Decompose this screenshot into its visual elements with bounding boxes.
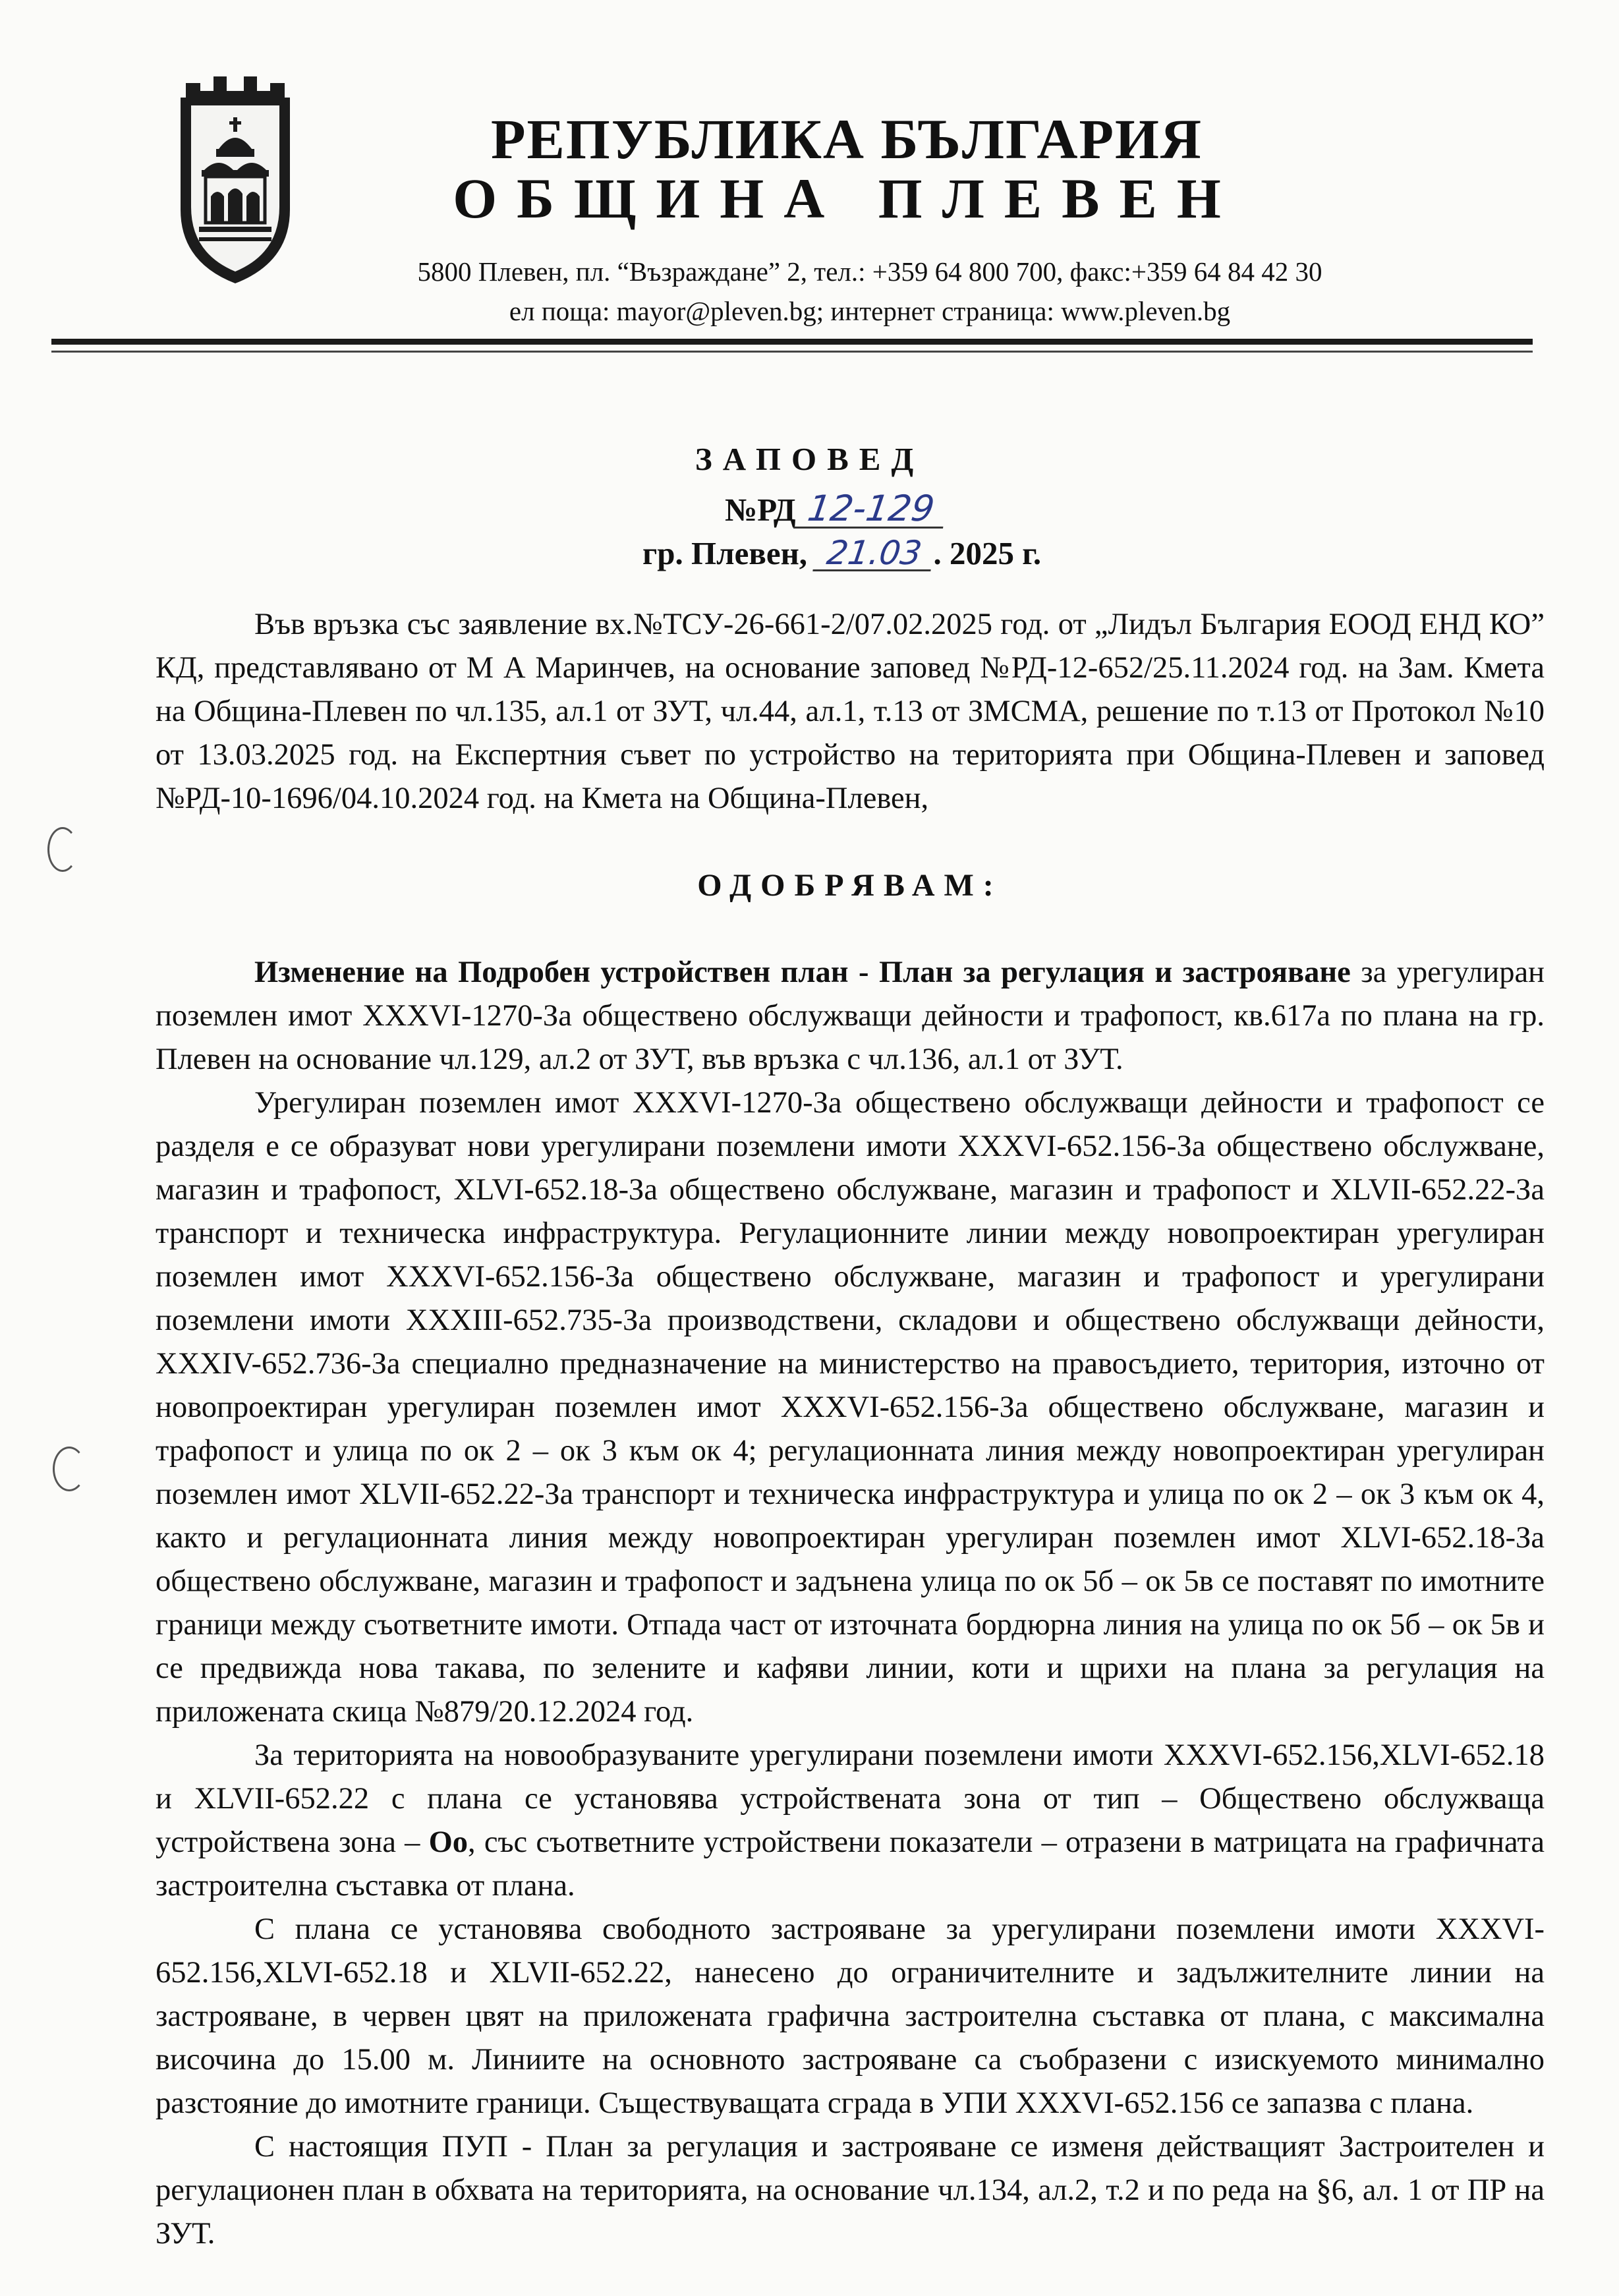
- punch-hole-mark-icon: [47, 827, 78, 872]
- handwritten-order-date: 21.03: [813, 536, 936, 571]
- contact-address-line: 5800 Плевен, пл. “Възраждане” 2, тел.: +359 64 800 700, факс:+359 64 84 42 30: [417, 256, 1322, 287]
- header-divider-thick: [51, 339, 1533, 345]
- order-title: ЗАПОВЕД: [695, 441, 924, 477]
- approve-heading: ОДОБРЯВАМ:: [697, 868, 1003, 903]
- order-year: . 2025 г.: [933, 535, 1042, 571]
- header-divider-thin: [51, 351, 1533, 353]
- decision-paragraph-1-text: за урегулиран поземлен имот XXXVI-1270-За обществено обслужващи дейности и трафопост, кв.617а по плана на гр. Плевен на основание чл.129, ал.2 от ЗУТ, във връзка с чл.136, ал.1 от ЗУТ.: [156, 956, 1545, 1076]
- order-body: [156, 603, 1545, 2256]
- order-number-row: [725, 488, 1120, 529]
- decision-paragraph-4: С плана се установява свободното застрояване за урегулирани поземлени имоти XXXVI-652.156,XLVI-652.18 и XLVII-652.22, нанесено до ограничителните и задължителните линии на застрояване, в червен цвят на приложената графична застроителна съставка от плана, с максимална височина до 15.00 м. Линиите на основното застрояване са съобразени с изискуемото минимално разстояние до имотните граници. Съществуващата сграда в УПИ XXXVI-652.156 се запазва с плана.: [156, 1912, 1545, 2120]
- zone-code: Оо: [428, 1825, 469, 1859]
- decision-paragraph-5: С настоящия ПУП - План за регулация и застрояване се изменя действащият Застроителен и регулационен план в обхвата на територията, на основание чл.134, ал.2, т.2 и по реда на §6, ал. 1 от ПР на ЗУТ.: [156, 2130, 1545, 2251]
- decision-paragraph-1: [156, 951, 1545, 1081]
- decision-paragraph-3-text-b: , със съответните устройствени показатели – отразени в матрицата на графичната застроителна съставка от плана.: [156, 1825, 1545, 1903]
- decision-paragraph-3: [156, 1734, 1545, 1908]
- preamble-paragraph: Във връзка със заявление вх.№ТСУ-26-661-2/07.02.2025 год. от „Лидъл България ЕООД ЕНД КО” КД, представлявано от М А Маринчев, на основание заповед №РД-12-652/25.11.2024 год. на Зам. Кмета на Община-Плевен по чл.135, ал.1 от ЗУТ, чл.44, ал.1, т.13 от ЗМСМА, решение по т.13 от Протокол №10 от 13.03.2025 год. на Експертния съвет по устройство на територията при Община-Плевен и заповед №РД-10-1696/04.10.2024 год. на Кмета на Община-Плевен,: [156, 608, 1545, 815]
- decision-paragraph-2: Урегулиран поземлен имот XXXVI-1270-За обществено обслужващи дейности и трафопост се разделя е се образуват нови урегулирани поземлени имоти XXXVI-652.156-За обществено обслужване, магазин и трафопост, XLVI-652.18-За обществено обслужване, магазин и трафопост и XLVII-652.22-За транспорт и техническа инфраструктура. Регулационните линии между новопроектиран урегулиран поземлен имот XXXVI-652.156-За обществено обслужване, магазин и трафопост и урегулирани поземлени имоти XXXIII-652.735-За производствени, складови и обществено обслужващи дейности, XXXIV-652.736-За специално предназначение на министерство на правосъдието, територия, източно от новопроектиран урегулиран поземлен имот XXXVI-652.156-За обществено обслужване, магазин и трафопост и улица по ок 2 – ок 3 към ок 4; регулационната линия между новопроектиран урегулиран поземлен имот XLVII-652.22-За транспорт и техническа инфраструктура и улица по ок 2 – ок 3 към ок 4, както и регулационната линия между новопроектиран урегулиран поземлен имот XLVI-652.18-За обществено обслужване, магазин и трафопост и задънена улица по ок 5б – ок 5в се поставят по имотните граници между съответните имоти. Отпада част от източната бордюрна линия на улица по ок 5б – ок 5в и се предвижда нова такава, по зелените и кафяви линии, коти и щрихи на плана за регулация на приложената скица №879/20.12.2024 год.: [156, 1086, 1545, 1729]
- punch-hole-mark-icon: [53, 1447, 86, 1491]
- country-name: РЕПУБЛИКА БЪЛГАРИЯ: [490, 107, 1203, 171]
- handwritten-order-number: 12-129: [793, 491, 948, 529]
- decision-paragraph-3-text-a: За територията на новообразуваните урегулирани поземлени имоти XXXVI-652.156,XLVI-652.18 и XLVII-652.22 с плана се установява устройствената зона от тип – Обществено обслужваща устройствена зона –: [156, 1738, 1545, 1859]
- contact-email-web-line: ел поща: mayor@pleven.bg; интернет страница: www.pleven.bg: [509, 296, 1231, 326]
- plan-change-title: Изменение на Подробен устройствен план - План за регулация и застрояване: [254, 956, 1351, 989]
- pleven-coat-of-arms-icon: [173, 71, 298, 289]
- order-number-prefix: №РД: [725, 492, 796, 528]
- order-place: гр. Плевен,: [642, 535, 808, 571]
- municipality-name: ОБЩИНА ПЛЕВЕН: [453, 167, 1241, 230]
- order-place-date-row: [642, 536, 1236, 571]
